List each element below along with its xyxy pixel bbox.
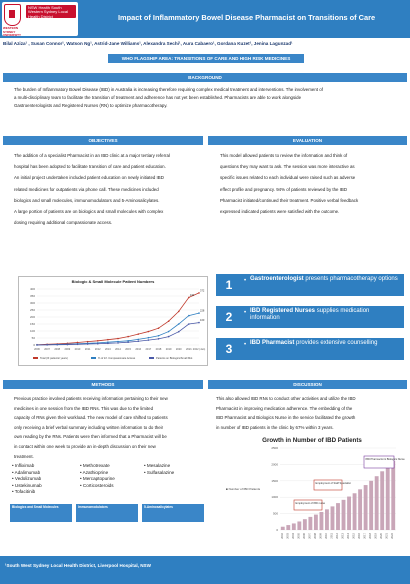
discussion-text [216,394,406,432]
objectives-line: The addition of a specialist Pharmacist in an IBD clinic at a major tertiary referral [14,153,170,158]
methods-line: in contact within one week to provide an in-depth discussion on their new [14,443,156,449]
university-crest-icon [4,4,21,26]
data-point [148,339,150,341]
legend-label: Patients on Biologics/Small Mol. [156,357,193,360]
bar [391,461,395,530]
data-point [178,323,180,325]
patient-numbers-chart-svg [19,277,209,367]
evaluation-line: specific issues related to each individual were raised such as adverse [220,175,356,181]
x-tick-label: 2018 [155,348,162,351]
methods-line: only receiving a brief verbal summary including written information to do their [14,424,164,430]
y-tick-label: 500 [272,511,278,516]
point-label: 160 [200,319,205,323]
data-point [67,344,69,346]
bar [281,527,285,530]
step-role: Gastroenterologist [250,276,304,282]
step-number: 2 [225,310,233,324]
y-tick-label: 200 [29,315,35,319]
point-label: 340 [189,293,195,297]
logo-panel [2,2,78,36]
data-point [117,341,119,343]
data-point [158,338,160,340]
x-tick-label: 2002 [280,533,284,539]
x-tick-label: 2019 [165,348,172,351]
bar [319,512,323,530]
y-tick-label: 350 [29,294,35,298]
x-tick-label: 2017 [363,533,367,539]
x-tick-label: 2013 [104,348,111,351]
med-item: • Mercaptopurine [80,476,115,482]
data-point [87,343,89,345]
objectives-line: A large portion of patients are on biologics and small molecules with complex [14,209,164,215]
step-action: presents pharmacotherapy options [303,276,398,282]
x-tick-label: 2013 [341,533,345,539]
series-line [37,293,199,345]
methods-text [14,394,206,461]
step-text [250,308,398,322]
med-group-biologics [12,463,42,496]
step-action: supplies medication information [250,308,370,321]
data-point [158,335,160,337]
x-tick-label: 2006 [302,533,306,539]
discussion-line: IBD Pharmacist and Biologics Nurse in the service facilitated the growth [216,415,356,421]
data-point [137,340,139,342]
bullet-icon: • [244,342,247,348]
med-group-aminosalicylates [144,463,174,476]
author-list: Bilal Aziza¹ , Susan Connor¹, Watson Ng¹, Astrid-Jane Williams¹, Alexandra Sechi¹, Aura Cabaero¹, Gordana Kuzet¹, Jenina Lagunzad¹ [3,41,293,46]
bar [336,503,340,530]
med-group-immunomodulators [80,463,115,489]
y-tick-label: 150 [29,322,35,326]
evaluation-line: effect profile and pregnancy. 94% of patients reviewed by the IBD [220,186,347,192]
legend-swatch [149,357,154,359]
annotation-text: IBD Pharmacist & Biologics Nurse [365,458,405,461]
data-point [158,327,160,329]
bar [286,525,290,530]
step-number: 3 [225,342,233,356]
bar [364,485,368,530]
chart-title: Growth in Number of IBD Patients [262,437,362,444]
evaluation-heading: EVALUATION [208,136,407,145]
data-point [178,331,180,333]
step-3 [216,338,404,360]
flagship-banner: WHO FLAGSHIP AREA: TRANSITIONS OF CARE AND HIGH RISK MEDICINES [108,54,304,63]
bar [297,521,301,530]
x-tick-label: 2018 [369,533,373,539]
methods-line: own reading by the RNs. Patients were then informed that a Pharmacist will be [14,434,167,440]
med-item: • Adalimumab [12,469,41,475]
bar [380,471,384,530]
data-point [188,323,190,325]
evaluation-line: Pharmacist initiated/continued their treatment. Positive verbal feedback [220,197,359,203]
x-tick-label: 2019 [374,533,378,539]
data-point [188,315,190,317]
data-point [97,343,99,345]
card-immunomodulators: Immunomodulators [76,504,138,522]
bar [314,515,318,530]
discussion-line: This also allowed IBD RNs to conduct other activities and utilize the IBD [216,396,356,401]
x-tick-label: 2012 [336,533,339,539]
objectives-text [14,150,206,228]
footer [0,556,410,584]
bar [369,481,373,530]
data-point [56,344,58,346]
x-tick-label: 2017 [145,348,152,351]
x-tick-label: 2021 [385,533,389,539]
data-point [46,344,48,346]
x-tick-label: 2005 [297,533,301,539]
bar [358,489,362,530]
step-1 [216,274,404,296]
y-tick-label: 100 [29,329,35,333]
objectives-line: hospital has been adopted to facilitate transition of care and patient education. [14,164,166,170]
point-label: 228 [200,309,205,313]
x-tick-label: 2021 [185,348,192,351]
data-point [168,336,170,338]
evaluation-text [220,150,406,217]
step-action: provides extensive counselling [294,340,378,346]
data-point [137,333,139,335]
med-item: • Mesalazine [144,463,171,468]
data-point [168,331,170,333]
patient-numbers-chart [18,276,208,366]
ibd-growth-chart-svg [224,434,405,546]
y-tick-label: 2000 [271,462,278,467]
med-item: • Sulfasalazine [144,469,175,475]
bullet-icon: • [244,278,247,284]
med-item: • Ustekinumab [12,482,42,488]
evaluation-line: This model allowed patients to review the information and think of [220,153,348,158]
discussion-line: in number of IBD patients in the clinic by 67% within 3 years. [216,424,334,430]
background-line: Gastroenterologists and Registered Nurses (RN) to optimize pharmacotherapy. [14,103,168,108]
x-tick-label: 2014 [115,348,121,351]
y-tick-label: 2500 [271,446,278,450]
x-tick-label: 2010 [74,348,81,351]
x-tick-label: 2015 [125,348,132,351]
data-point [36,344,38,346]
x-tick-label: 2020 [380,533,384,539]
evaluation-line: questions they may want to ask. The session was more interactive as [220,164,355,170]
y-tick-label: 0 [33,343,35,347]
step-text [250,340,398,347]
x-tick-label: 2008 [54,348,61,351]
data-point [127,341,129,343]
step-role: IBD Registered Nurses [250,308,316,314]
bar [308,517,312,530]
x-tick-label: 2003 [286,533,290,539]
point-label: 372 [200,289,205,293]
step-number: 1 [225,278,233,292]
legend-label: % of Inf. Compassionate Access [98,357,136,360]
bar [386,466,390,530]
y-tick-label: 250 [29,308,35,312]
methods-line: medicines in one session from the IBD RNs. This was due to the limited [14,405,154,411]
x-tick-label: 2007 [308,533,312,539]
affiliation: ¹South West Sydney Local Health District, Liverpool Hospital, NSW [5,563,151,568]
background-text [14,86,406,110]
data-point [168,320,170,322]
data-point [107,339,109,341]
objectives-line: related medicines for outpatients via phone call. These medicines included [14,186,159,192]
y-tick-label: 400 [29,287,35,291]
poster-header [0,0,410,38]
x-tick-label: 2016 [135,348,142,351]
data-point [148,331,150,333]
bar [375,476,379,530]
legend-swatch [91,357,96,359]
med-item: • Infliximab [12,463,35,468]
bar [292,523,296,530]
y-tick-label: 50 [31,336,35,340]
legend-swatch [33,357,38,359]
discussion-line: Pharmacist in improving medication adherence. The embedding of the [216,405,353,411]
x-tick-label: 2014 [347,533,351,539]
objectives-heading: OBJECTIVES [3,136,203,145]
x-tick-label: 2009 [64,348,71,351]
y-tick-label: 300 [29,301,35,305]
x-tick-label: 2010 [324,533,328,539]
card-aminosalicylates: 5-Aminosalicylates [142,504,204,522]
step-2 [216,306,404,328]
series-line [37,313,199,345]
x-tick-label: 2007 [44,348,51,351]
methods-line: Previous practice involved patients receiving information pertaining to their new [14,396,168,401]
x-tick-label: 2009 [319,533,323,539]
data-point [87,341,89,343]
data-point [148,337,150,339]
data-point [97,340,99,342]
x-tick-label: 2012 [94,348,101,351]
bar [331,506,335,530]
bar [342,500,346,530]
data-point [178,311,180,313]
objectives-line: An initial project undertaken included patient education on newly initiated IBD [14,175,164,181]
x-tick-label: 2004 [291,533,295,539]
med-item: • Vedolizumab [12,476,42,482]
med-item: • Tofacitinib [12,489,36,495]
poster-title: Impact of Inflammatory Bowel Disease Pharmacist on Transitions of Care [118,13,376,22]
data-point [117,338,119,340]
x-tick-label: 2015 [352,533,356,539]
objectives-line: dosing requiring additional compassionate access. [14,220,113,226]
x-tick-label: 2016 [358,533,362,539]
data-point [137,339,139,341]
legend-label: ■ Number of IBD Patients [226,487,261,491]
bullet-icon: • [244,310,247,316]
x-tick-label: 2011 [330,533,334,539]
legend-label: Total (IF patients/ years) [40,357,68,360]
ibd-growth-chart [224,434,405,546]
x-tick-label: 2022 [391,533,395,539]
chart-title: Biologic & Small Molecule Patient Numbers [71,279,155,284]
med-item: • Corticosteroids [80,482,114,488]
y-tick-label: 1000 [271,495,278,500]
x-tick-label: 2006 [34,348,40,351]
data-point [127,340,129,342]
background-heading: BACKGROUND [3,73,407,82]
bar [353,493,357,530]
data-point [77,344,79,346]
med-item: • Methotrexate [80,463,110,468]
background-line: a multi-disciplinary team to facilitate the transition of treatment and adherence has not yet been established. Pharmacists are able to work alongside [14,95,302,100]
step-text [250,276,398,283]
x-tick-label: 2022 (Jan) [192,348,206,351]
bar [303,519,307,530]
x-tick-label: 2011 [84,348,91,351]
evaluation-line: expressed indicated patients were satisfied with the outcome. [220,209,340,215]
step-role: IBD Pharmacist [250,340,295,346]
annotation-text: Employment of IBD nurse [295,502,326,505]
university-logo-text: WESTERN SYDNEY UNIVERSITY [3,26,22,37]
y-tick-label: 1500 [271,478,278,483]
bar [347,497,351,530]
nsw-health-logo: NSW Health South Western Sydney Local Health District [26,5,76,18]
y-tick-label: 0 [276,528,278,532]
methods-line: capacity of RNs given their workload. The new model of care shifted to patients [14,415,168,421]
card-biologics: Biologics and Small Molecules [10,504,72,522]
methods-heading: METHODS [3,380,203,389]
data-point [117,342,119,344]
discussion-heading: DISCUSSION [208,380,407,389]
data-point [107,343,109,345]
methods-line: treatment. [14,453,34,459]
background-line: The burden of Inflammatory Bowel Disease (IBD) in Australia is increasing therefore requiring complex medical treatment and interventions. The involvement of [14,87,323,92]
annotation-text: Employment of Staff Specialist [315,482,351,485]
bar [325,509,329,530]
objectives-line: biologics and small molecules, immunomodulators and 5-Aminosalicylates. [14,197,160,203]
x-tick-label: 2020 [175,348,182,351]
x-tick-label: 2008 [313,533,317,539]
data-point [127,336,129,338]
med-item: • Azathioprine [80,469,109,475]
